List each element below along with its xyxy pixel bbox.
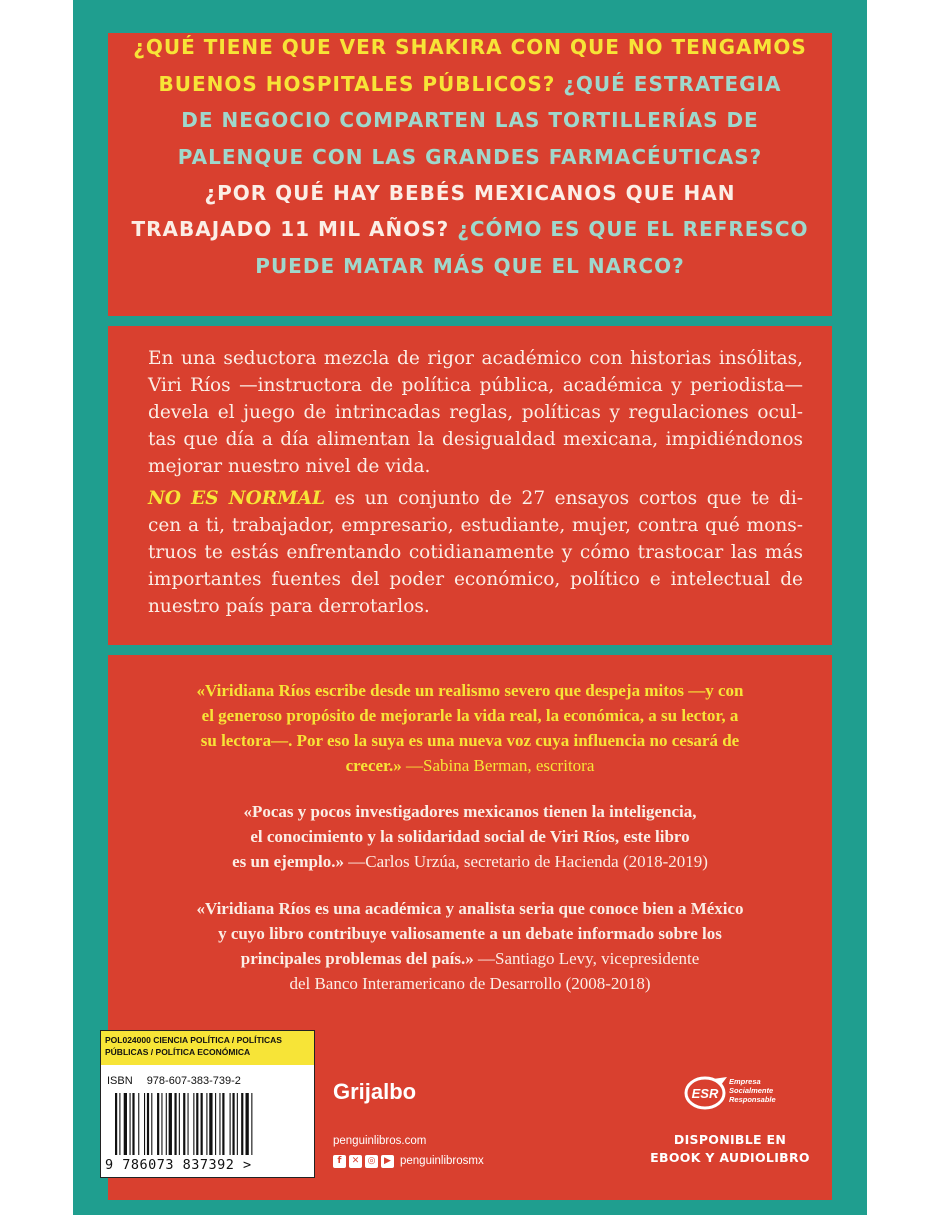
blurbs-block [108, 655, 832, 1025]
synopsis-line: Viri Ríos —instructora de política pública, académica y periodista— [148, 375, 803, 396]
quote2-line: «Pocas y pocos investigadores mexicanos tienen la inteligencia, [243, 802, 697, 821]
synopsis-line: truos te estás enfrentando cotidianamente y cómo trastocar las más [148, 542, 803, 563]
isbn-label: ISBN [107, 1075, 133, 1087]
esr-logo-icon [683, 1075, 731, 1111]
question-line [108, 72, 832, 96]
bisac-category [101, 1031, 314, 1065]
questions-block [108, 33, 832, 316]
synopsis-line: En una seductora mezcla de rigor académico con historias insólitas, [148, 348, 803, 369]
availability-line: EBOOK Y AUDIOLIBRO [650, 1150, 810, 1165]
esr-text [729, 1077, 799, 1104]
esr-line: Empresa [729, 1077, 761, 1086]
synopsis-text: es un conjunto de 27 ensayos cortos que te di- [325, 488, 803, 509]
question-text: ¿CÓMO ES QUE EL REFRESCO [457, 217, 809, 241]
quote2-line: es un ejemplo.» —Carlos Urzúa, secretario de Hacienda (2018-2019) [232, 852, 708, 871]
quote1-attribution: —Sabina Berman, escritora [401, 756, 595, 775]
bisac-line: PÚBLICAS / POLÍTICA ECONÓMICA [105, 1047, 251, 1057]
social-row [333, 1154, 484, 1168]
bisac-line: POL024000 CIENCIA POLÍTICA / POLÍTICAS [105, 1035, 282, 1045]
facebook-icon: f [333, 1155, 346, 1168]
quote1-line: crecer.» —Sabina Berman, escritora [345, 756, 595, 775]
question-text: BUENOS HOSPITALES PÚBLICOS? [158, 72, 564, 96]
synopsis-line: cen a ti, trabajador, empresario, estudiante, mujer, contra qué mons- [148, 515, 803, 536]
question-text: PALENQUE CON LAS GRANDES FARMACÉUTICAS? [177, 145, 763, 169]
synopsis-line-with-title [148, 485, 803, 512]
isbn-value: 978-607-383-739-2 [146, 1075, 241, 1087]
social-handle: penguinlibrosmx [400, 1155, 484, 1167]
barcode-box [100, 1030, 315, 1178]
synopsis-line: devela el juego de intrincadas reglas, políticas y regulaciones ocul- [148, 402, 803, 423]
quote2-line: el conocimiento y la solidaridad social de Viri Ríos, este libro [250, 827, 690, 846]
synopsis-line: mejorar nuestro nivel de vida. [148, 456, 431, 477]
question-line [108, 254, 832, 278]
isbn-row [107, 1075, 241, 1087]
barcode-icon [115, 1093, 305, 1155]
question-line [108, 217, 832, 241]
question-line [108, 35, 832, 59]
instagram-icon: ◎ [365, 1155, 378, 1168]
x-icon: ✕ [349, 1155, 362, 1168]
question-line [108, 108, 832, 132]
question-line [108, 145, 832, 169]
quote3-line: «Viridiana Ríos es una académica y analista seria que conoce bien a México [196, 899, 744, 918]
synopsis-line: tas que día a día alimentan la desigualdad mexicana, impidiéndonos [148, 429, 803, 450]
question-text: DE NEGOCIO COMPARTEN LAS TORTILLERÍAS DE [181, 108, 759, 132]
quote3-line: y cuyo libro contribuye valiosamente a un debate informado sobre los [218, 924, 722, 943]
quote1-line: el generoso propósito de mejorarle la vida real, la económica, a su lector, a [201, 706, 739, 725]
quote2-attribution: —Carlos Urzúa, secretario de Hacienda (2018-2019) [343, 852, 708, 871]
quote3-attribution-line: del Banco Interamericano de Desarrollo (2008-2018) [289, 974, 651, 993]
question-line [108, 181, 832, 205]
question-text: ¿QUÉ TIENE QUE VER SHAKIRA CON QUE NO TENGAMOS [133, 35, 807, 59]
quote3-line: principales problemas del país.» —Santiago Levy, vicepresidente [240, 949, 700, 968]
barcode-digits: 9 786073 837392 > [105, 1157, 252, 1173]
publisher-website: penguinlibros.com [333, 1135, 427, 1147]
question-text: PUEDE MATAR MÁS QUE EL NARCO? [255, 254, 685, 278]
esr-line: Responsable [729, 1095, 776, 1104]
youtube-icon: ▶ [381, 1155, 394, 1168]
book-title: NO ES NORMAL [148, 488, 326, 509]
availability-line: DISPONIBLE EN [673, 1132, 787, 1147]
esr-line: Socialmente [729, 1086, 774, 1095]
quote1-line: su lectora—. Por eso la suya es una nueva voz cuya influencia no cesará de [200, 731, 740, 750]
quote3-attribution: —Santiago Levy, vicepresidente [473, 949, 700, 968]
availability-note [650, 1131, 810, 1167]
publisher-logo: Grijalbo [333, 1079, 417, 1104]
question-text: TRABAJADO 11 MIL AÑOS? [131, 217, 458, 241]
synopsis-line: importantes fuentes del poder económico, político e intelectual de [148, 569, 803, 590]
synopsis-line: nuestro país para derrotarlos. [148, 596, 430, 617]
synopsis-block [108, 326, 832, 645]
question-text: ¿QUÉ ESTRATEGIA [563, 72, 782, 96]
quote1-line: «Viridiana Ríos escribe desde un realismo severo que despeja mitos —y con [196, 681, 744, 700]
esr-logo-text: ESR [691, 1086, 719, 1101]
question-text: ¿POR QUÉ HAY BEBÉS MEXICANOS QUE HAN [204, 181, 736, 205]
